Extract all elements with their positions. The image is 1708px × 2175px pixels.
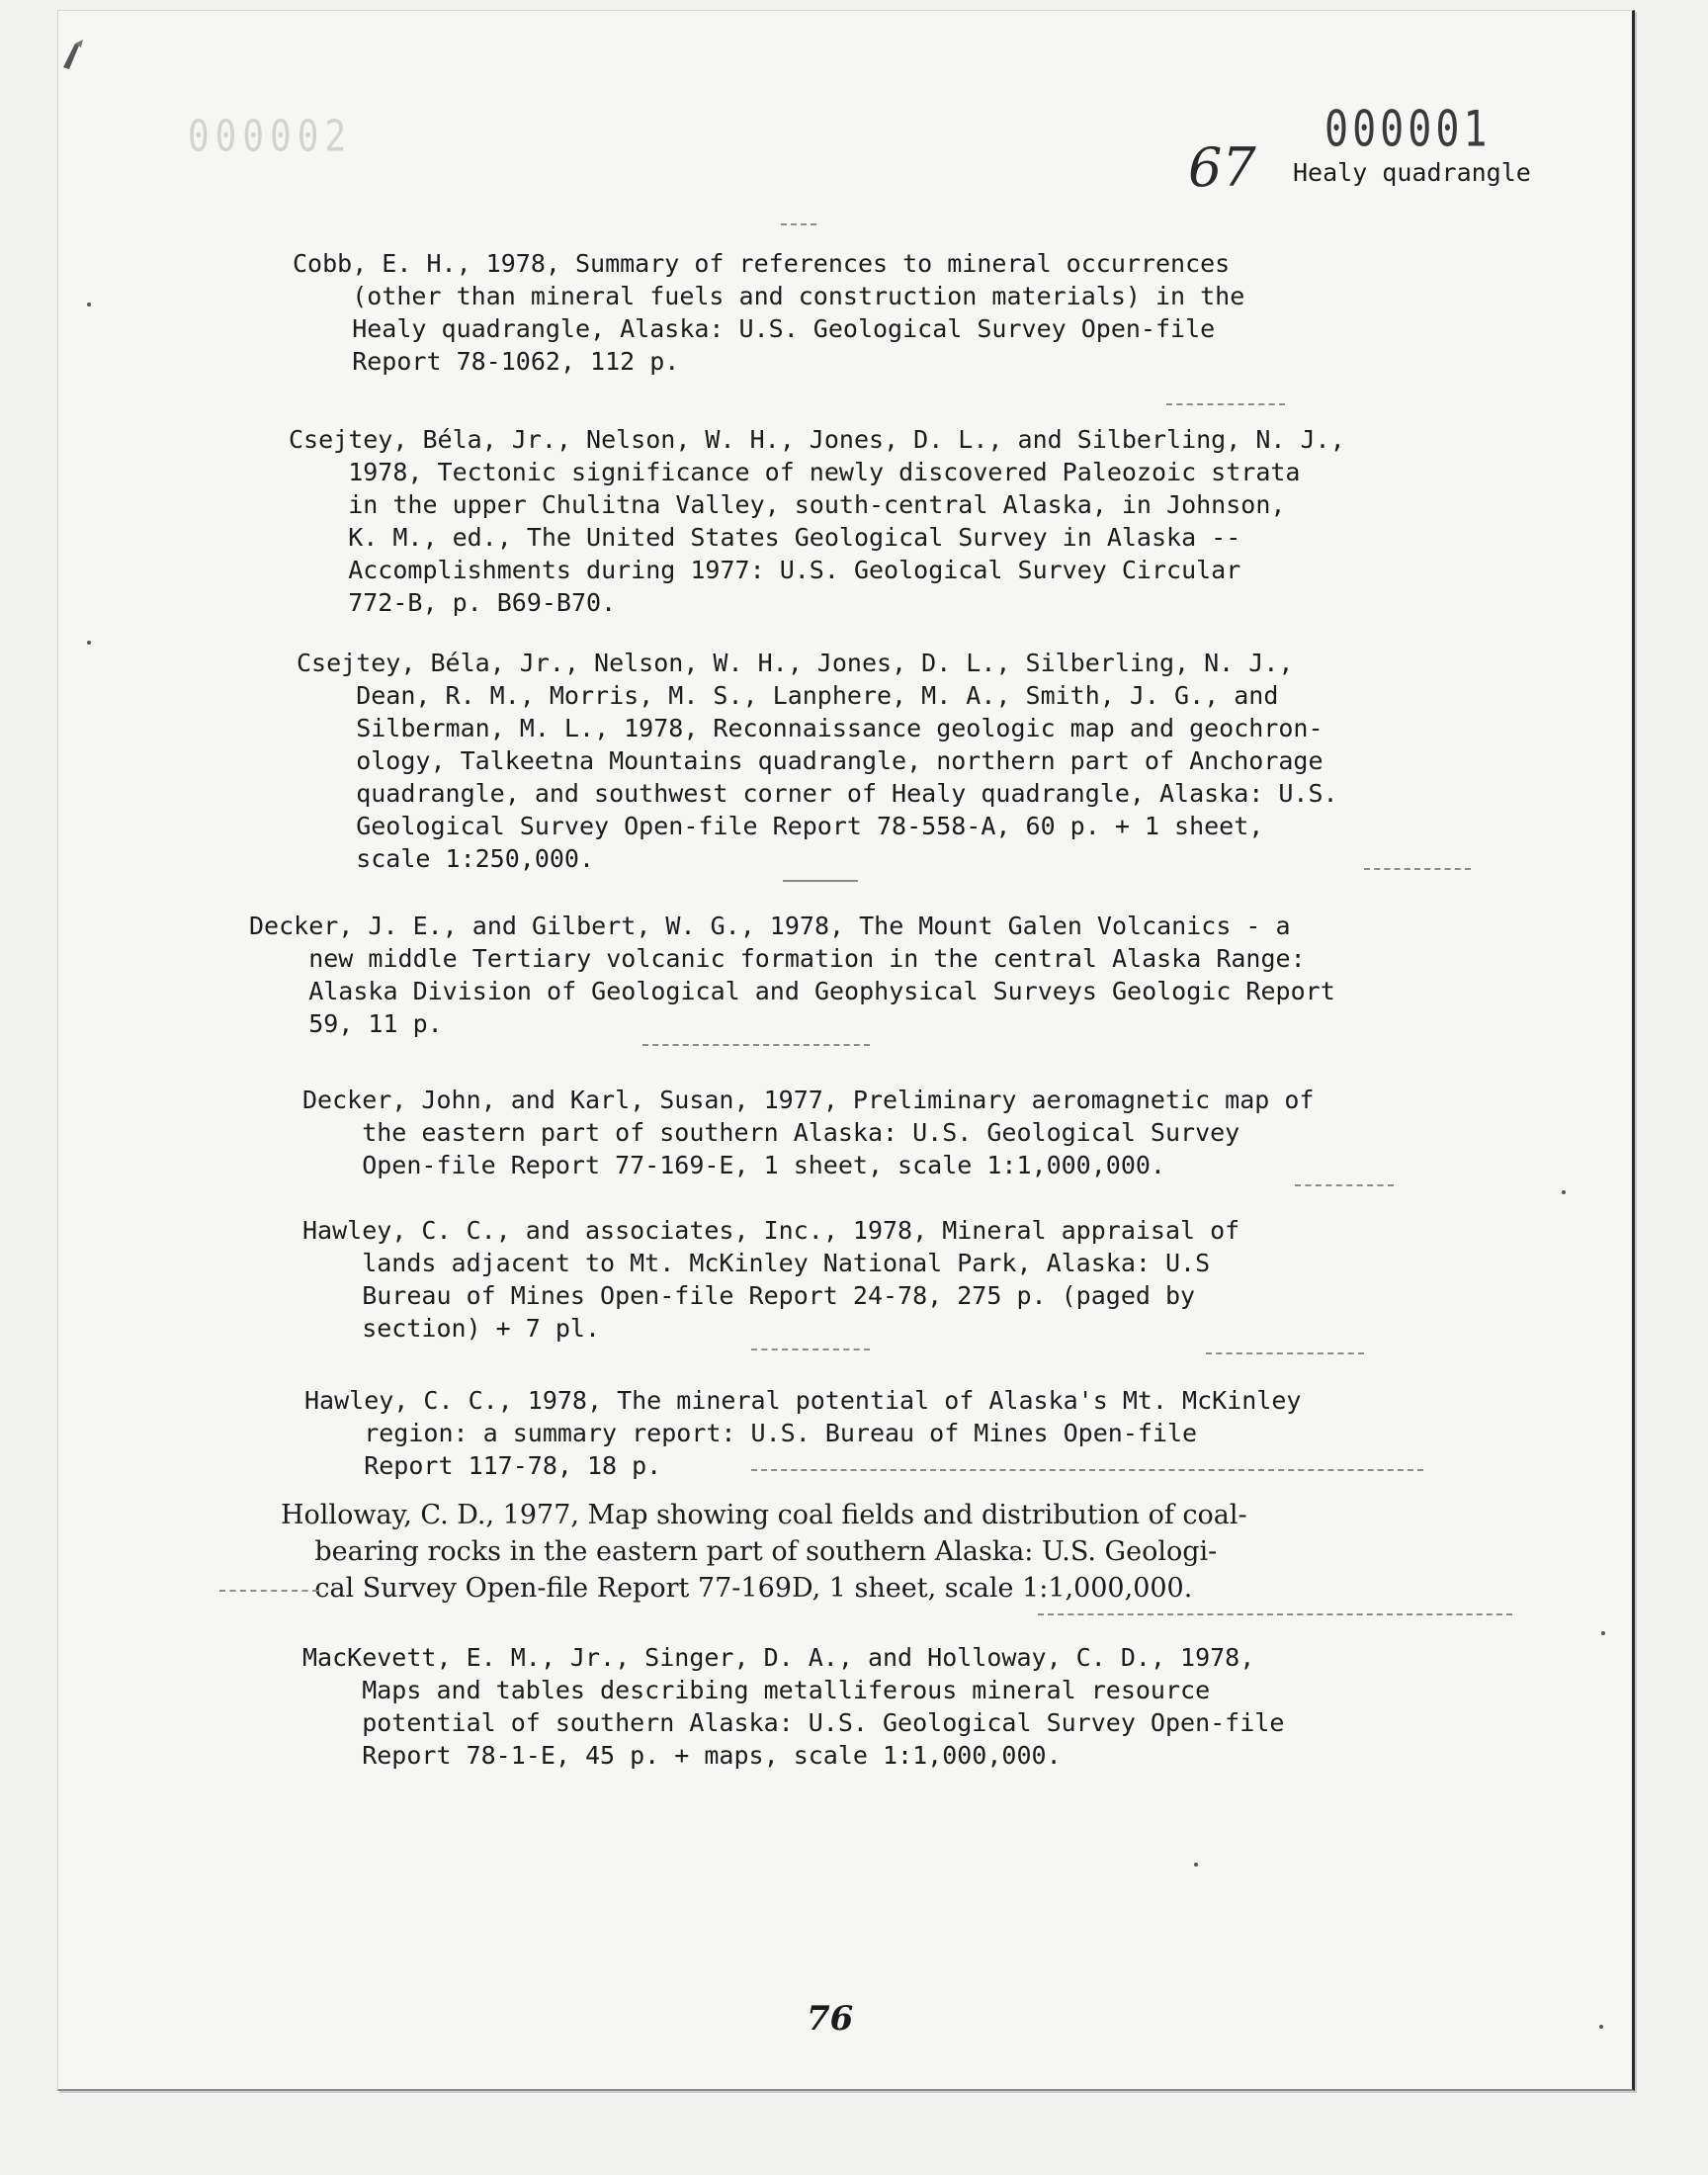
divider-mark (1206, 1352, 1364, 1354)
reference-entry: Holloway, C. D., 1977, Map showing coal fields and distribution of coal- bearing rocks in the eastern part of southern Alaska: U.S. Geologi- cal Survey Open-file Report 77-169D, 1 sheet, scale 1:1,000,000. (281, 1500, 1247, 1604)
divider-mark (783, 880, 858, 882)
speck (1599, 2025, 1603, 2029)
page-number: 76 (807, 1999, 854, 2039)
speck (1194, 1863, 1198, 1867)
stamp-number: 000001 (1324, 101, 1492, 158)
quadrangle-label: Healy quadrangle (1293, 158, 1531, 187)
divider-mark (1295, 1184, 1394, 1186)
pencil-mark-icon (61, 38, 91, 71)
reference-entry: Csejtey, Béla, Jr., Nelson, W. H., Jones, D. L., and Silberling, N. J., 1978, Tectonic significance of newly discovered Paleozoic strata in the upper Chulitna Valley, south-central Alaska, in Johnson, K. M., ed., The United States Geological Survey in Alaska -- Accomplishments during 1977: U.S. Geological Survey Circular 772-B, p. B69-B70. (289, 425, 1345, 617)
speck (87, 303, 91, 306)
divider-mark (1038, 1613, 1512, 1615)
divider-mark (781, 223, 816, 225)
ghost-stamp-number: 000002 (188, 112, 353, 162)
reference-entry: Hawley, C. C., 1978, The mineral potential of Alaska's Mt. McKinley region: a summary report: U.S. Bureau of Mines Open-file Report 117-78, 18 p. (304, 1386, 1302, 1480)
reference-entry: Hawley, C. C., and associates, Inc., 1978, Mineral appraisal of lands adjacent to Mt. McKinley National Park, Alaska: U.S Bureau of Mines Open-file Report 24-78, 275 p. (paged by section) + 7 pl. (302, 1216, 1240, 1343)
divider-mark (219, 1590, 318, 1592)
divider-mark (1166, 403, 1285, 405)
reference-entry: Decker, John, and Karl, Susan, 1977, Preliminary aeromagnetic map of the eastern part of southern Alaska: U.S. Geological Survey Open-file Report 77-169-E, 1 sheet, scale 1:1,000,000. (302, 1086, 1315, 1179)
speck (1601, 1631, 1605, 1635)
divider-mark (1364, 868, 1471, 870)
reference-entry: Decker, J. E., and Gilbert, W. G., 1978, The Mount Galen Volcanics - a new middle Tertiary volcanic formation in the central Alaska Range: Alaska Division of Geological and Geophysical Surveys Geologic Report 59, 11 p. (249, 912, 1335, 1038)
reference-entry: MacKevett, E. M., Jr., Singer, D. A., and Holloway, C. D., 1978, Maps and tables describing metalliferous mineral resource potential of southern Alaska: U.S. Geological Survey Open-file Report 78-1-E, 45 p. + maps, scale 1:1,000,000. (302, 1643, 1285, 1770)
reference-entry: Csejtey, Béla, Jr., Nelson, W. H., Jones, D. L., Silberling, N. J., Dean, R. M., Morris, M. S., Lanphere, M. A., Smith, J. G., and Silberman, M. L., 1978, Reconnaissance geologic map and geochron- ology, Talkeetna Mountains quadrangle, northern part of Anchorage quadrangle, and southwest corner of Healy quadrangle, Alaska: U.S. Geological Survey Open-file Report 78-558-A, 60 p. + 1 sheet, scale 1:250,000. (297, 649, 1338, 873)
speck (1562, 1190, 1566, 1194)
speck (87, 641, 91, 645)
divider-mark (751, 1469, 1423, 1471)
divider-mark (751, 1348, 870, 1350)
reference-entry: Cobb, E. H., 1978, Summary of references to mineral occurrences (other than mineral fuels and construction materials) in the Healy quadrangle, Alaska: U.S. Geological Survey Open-file Report 78-1062, 112 p. (293, 249, 1245, 376)
handwritten-number: 67 (1188, 136, 1256, 199)
divider-mark (642, 1044, 870, 1046)
